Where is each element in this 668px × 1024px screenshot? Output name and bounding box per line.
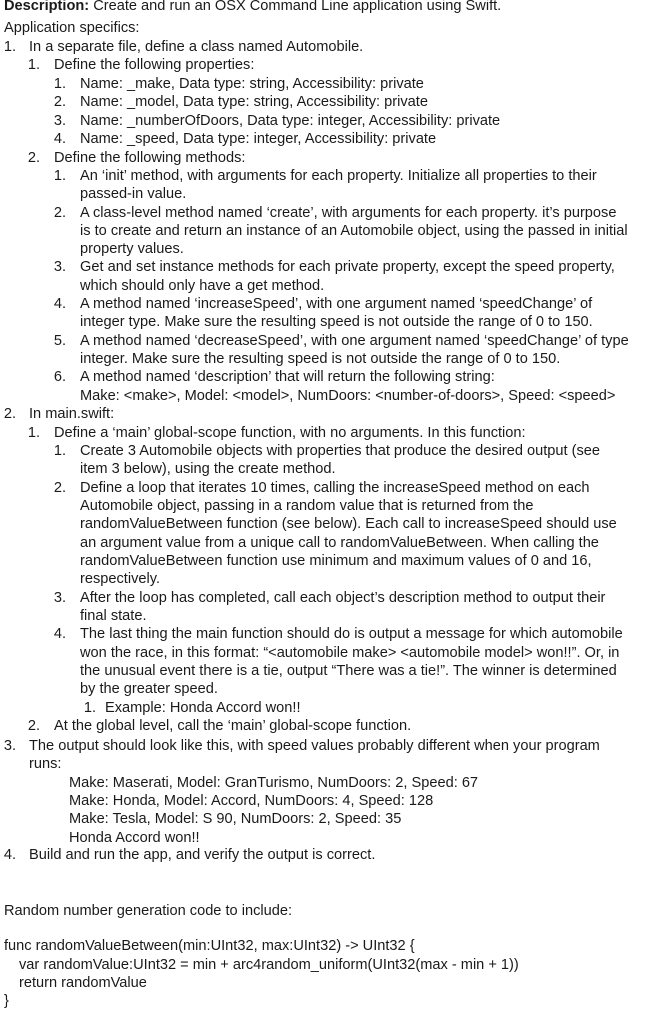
step-number: 2. bbox=[53, 480, 66, 496]
item1-sub1-text: Define the following properties: bbox=[54, 57, 255, 73]
item3-line: runs: bbox=[29, 756, 62, 772]
step-line: The last thing the main function should do is output a message for which automobile bbox=[80, 626, 623, 642]
item2-text: In main.swift: bbox=[29, 406, 115, 422]
step-line: respectively. bbox=[80, 571, 161, 587]
step-line: randomValueBetween function use minimum and maximum values of 0 and 16, bbox=[80, 553, 592, 569]
prop-text: Name: _model, Data type: string, Accessibility: private bbox=[80, 94, 428, 110]
method-line: is to create and return an instance of an Automobile object, using the passed in initial bbox=[80, 223, 628, 239]
step-line: After the loop has completed, call each object’s description method to output their bbox=[80, 590, 606, 606]
prop-text: Name: _speed, Data type: integer, Accessibility: private bbox=[80, 131, 437, 147]
method-line: integer. Make sure the resulting speed is not outside the range of 0 to 150. bbox=[80, 351, 561, 367]
output-line: Make: Maserati, Model: GranTurismo, NumDoors: 2, Speed: 67 bbox=[69, 775, 479, 791]
item4-number: 4. bbox=[3, 847, 16, 863]
method-number: 2. bbox=[53, 205, 66, 221]
method-number: 5. bbox=[53, 333, 66, 349]
item3-line: The output should look like this, with speed values probably different when your program bbox=[29, 738, 600, 754]
random-heading: Random number generation code to include: bbox=[4, 903, 293, 919]
example-number: 1. bbox=[83, 700, 96, 716]
method-line: integer type. Make sure the resulting speed is not outside the range of 0 to 150. bbox=[80, 314, 593, 330]
item2-sub2-number: 2. bbox=[27, 718, 40, 734]
description-line bbox=[4, 0, 501, 15]
code-line: func randomValueBetween(min:UInt32, max:UInt32) -> UInt32 { bbox=[4, 938, 415, 954]
prop-number: 3. bbox=[53, 113, 66, 129]
step-line: an argument value from a unique call to randomValueBetween. When calling the bbox=[80, 535, 599, 551]
item3-number: 3. bbox=[3, 738, 16, 754]
method-line: passed-in value. bbox=[80, 186, 187, 202]
output-line: Make: Honda, Model: Accord, NumDoors: 4, Speed: 128 bbox=[69, 793, 434, 809]
step-line: by the greater speed. bbox=[80, 681, 218, 697]
step-line: the unusual event there is a tie, output “There was a tie!”. The winner is determined bbox=[80, 663, 617, 679]
method-line: A method named ‘decreaseSpeed’, with one argument named ‘speedChange’ of type bbox=[80, 333, 629, 349]
step-line: won the race, in this format: “<automobile make> <automobile model> won!!”. Or, in bbox=[80, 645, 620, 661]
output-line: Honda Accord won!! bbox=[69, 830, 200, 846]
prop-number: 2. bbox=[53, 94, 66, 110]
step-line: Automobile object, passing in a random value that is returned from the bbox=[80, 498, 534, 514]
method-line: A method named ‘increaseSpeed’, with one argument named ‘speedChange’ of bbox=[80, 296, 593, 312]
prop-number: 1. bbox=[53, 76, 66, 92]
code-line: return randomValue bbox=[19, 975, 147, 991]
item1-number: 1. bbox=[3, 39, 16, 55]
step-number: 4. bbox=[53, 626, 66, 642]
method-line: property values. bbox=[80, 241, 184, 257]
step-number: 3. bbox=[53, 590, 66, 606]
method-number: 1. bbox=[53, 168, 66, 184]
item2-sub1-text: Define a ‘main’ global-scope function, with no arguments. In this function: bbox=[54, 425, 526, 441]
method-number: 3. bbox=[53, 259, 66, 275]
method-number: 4. bbox=[53, 296, 66, 312]
step-line: final state. bbox=[80, 608, 147, 624]
prop-text: Name: _numberOfDoors, Data type: integer, Accessibility: private bbox=[80, 113, 501, 129]
step-line: Define a loop that iterates 10 times, calling the increaseSpeed method on each bbox=[80, 480, 590, 496]
step-line: Create 3 Automobile objects with properties that produce the desired output (see bbox=[80, 443, 601, 459]
item2-sub1-number: 1. bbox=[27, 425, 40, 441]
item1-sub1-number: 1. bbox=[27, 57, 40, 73]
example-text: Example: Honda Accord won!! bbox=[105, 700, 301, 716]
specifics-heading: Application specifics: bbox=[4, 20, 140, 36]
method-line: A class-level method named ‘create’, with arguments for each property. it’s purpose bbox=[80, 205, 617, 221]
prop-text: Name: _make, Data type: string, Accessibility: private bbox=[80, 76, 424, 92]
code-line: var randomValue:UInt32 = min + arc4random_uniform(UInt32(max - min + 1)) bbox=[19, 957, 519, 973]
method-line: Get and set instance methods for each private property, except the speed property, bbox=[80, 259, 615, 275]
output-line: Make: Tesla, Model: S 90, NumDoors: 2, Speed: 35 bbox=[69, 811, 402, 827]
item2-number: 2. bbox=[3, 406, 16, 422]
method-line: Make: <make>, Model: <model>, NumDoors: <number-of-doors>, Speed: <speed> bbox=[80, 388, 616, 404]
item1-sub2-number: 2. bbox=[27, 150, 40, 166]
item1-sub2-text: Define the following methods: bbox=[54, 150, 246, 166]
item2-sub2-text: At the global level, call the ‘main’ global-scope function. bbox=[54, 718, 412, 734]
step-line: item 3 below), using the create method. bbox=[80, 461, 336, 477]
code-line: } bbox=[4, 993, 9, 1009]
method-number: 6. bbox=[53, 369, 66, 385]
item4-text: Build and run the app, and verify the output is correct. bbox=[29, 847, 376, 863]
description-text: Create and run an OSX Command Line application using Swift. bbox=[89, 0, 502, 14]
item1-text: In a separate file, define a class named Automobile. bbox=[29, 39, 364, 55]
step-line: randomValueBetween function (see below). Each call to increaseSpeed should use bbox=[80, 516, 617, 532]
step-number: 1. bbox=[53, 443, 66, 459]
method-line: which should only have a get method. bbox=[80, 278, 325, 294]
method-line: A method named ‘description’ that will return the following string: bbox=[80, 369, 495, 385]
description-label: Description: bbox=[4, 0, 90, 14]
prop-number: 4. bbox=[53, 131, 66, 147]
method-line: An ‘init’ method, with arguments for each property. Initialize all properties to their bbox=[80, 168, 597, 184]
